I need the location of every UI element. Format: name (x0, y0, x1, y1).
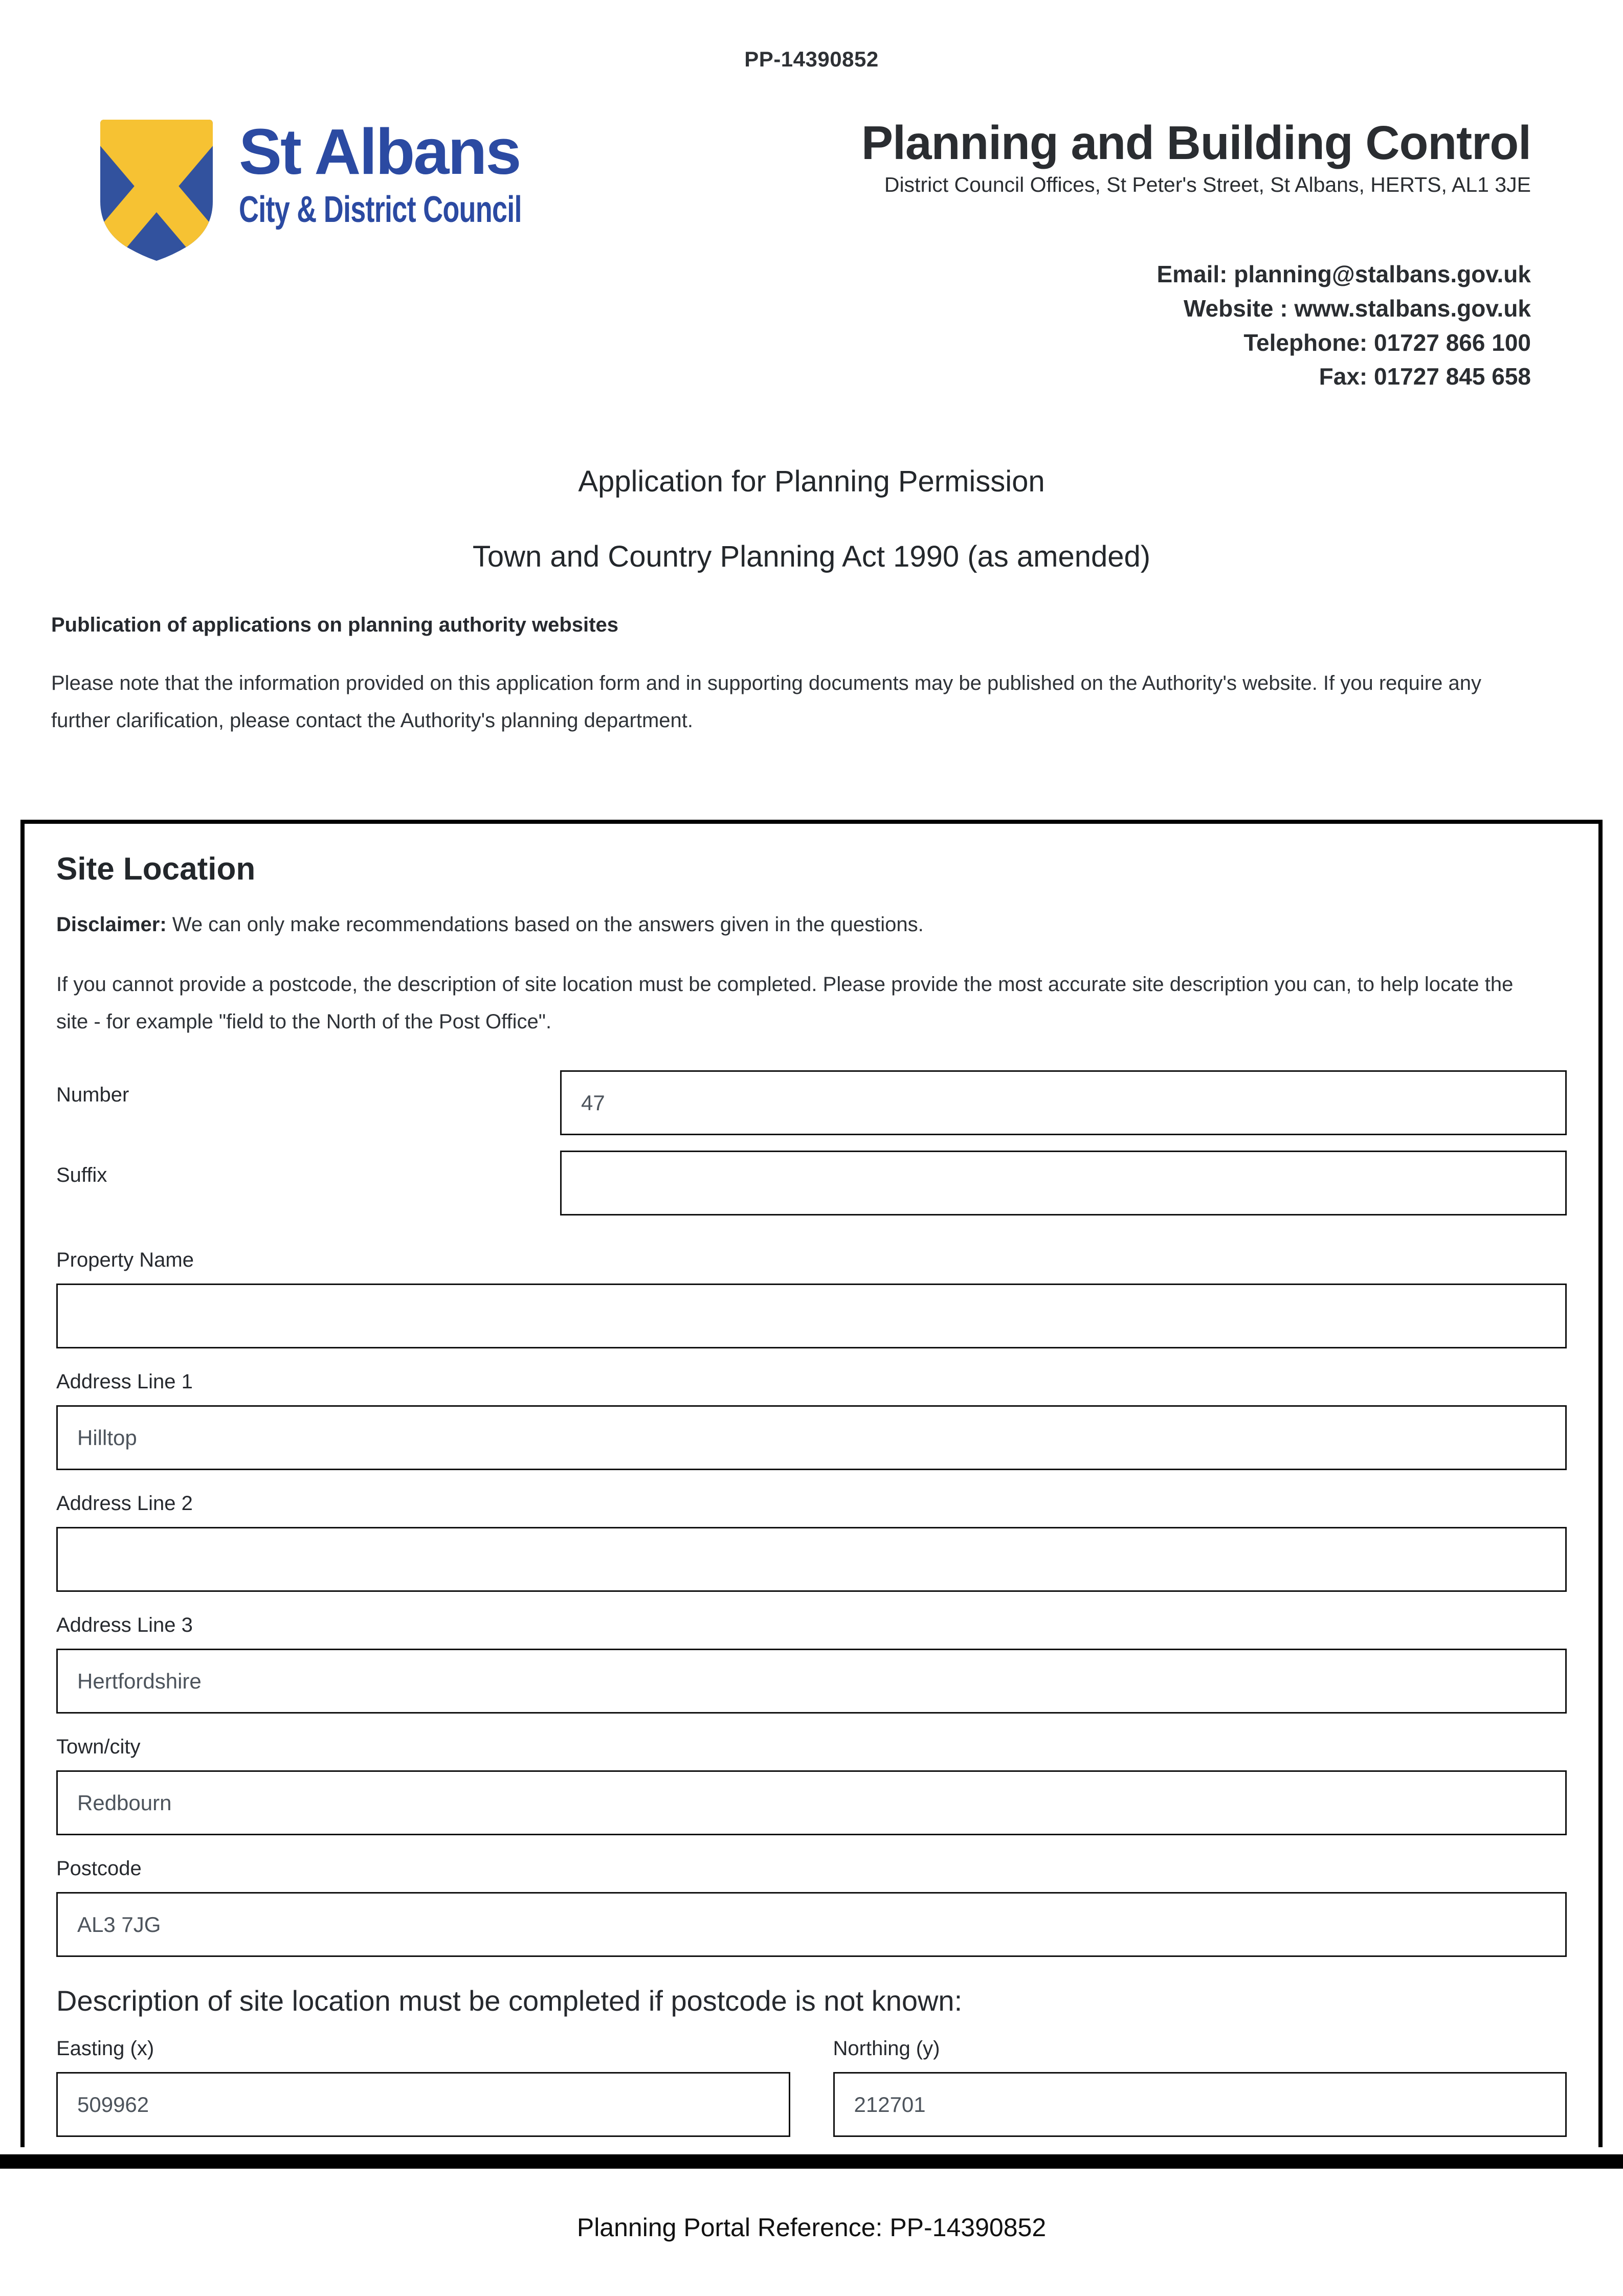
site-location-heading: Site Location (56, 851, 256, 887)
address-line-1-field (56, 1370, 1567, 1470)
northing-input[interactable] (833, 2072, 1567, 2137)
council-name: St Albans (239, 116, 520, 188)
coordinates-row (56, 2037, 1567, 2137)
council-logo (97, 117, 616, 264)
st-albans-crest-icon (97, 117, 216, 264)
publication-body: Please note that the information provided on this application form and in supporting documents may be published on the Authority's website. If you require any further clarification, please contact the Authority's planning department. (51, 672, 1481, 732)
property-name-field (56, 1248, 1567, 1348)
address-line-2-field (56, 1492, 1567, 1592)
site-description-heading: Description of site location must be completed if postcode is not known: (56, 1985, 963, 2017)
contact-website: Website : www.stalbans.gov.uk (1183, 295, 1531, 322)
postcode-input[interactable] (56, 1892, 1567, 1957)
council-subtitle: City & District Council (239, 189, 522, 230)
department-block (861, 117, 1531, 394)
act-subtitle: Town and Country Planning Act 1990 (as amended) (472, 540, 1151, 574)
address-line-3-label: Address Line 3 (56, 1614, 193, 1637)
easting-field (56, 2037, 790, 2137)
town-city-label: Town/city (56, 1736, 141, 1759)
postcode-field (56, 1857, 1567, 1957)
address-line-1-input[interactable] (56, 1405, 1567, 1470)
town-city-field (56, 1735, 1567, 1835)
disclaimer-text (56, 910, 1567, 939)
page-break-divider (0, 2154, 1623, 2169)
site-location-section (20, 820, 1603, 2147)
number-label: Number (56, 1084, 129, 1107)
address-line-1-label: Address Line 1 (56, 1370, 193, 1393)
town-city-input[interactable] (56, 1770, 1567, 1835)
northing-label: Northing (y) (833, 2037, 940, 2060)
suffix-label: Suffix (56, 1164, 107, 1187)
disclaimer-body: We can only make recommendations based on the answers given in the questions. (166, 913, 924, 936)
easting-input[interactable] (56, 2072, 790, 2137)
contact-telephone: Telephone: 01727 866 100 (1243, 329, 1531, 356)
suffix-field-row (56, 1151, 1567, 1215)
department-title: Planning and Building Control (861, 116, 1531, 169)
application-title: Application for Planning Permission (578, 465, 1045, 499)
address-line-3-input[interactable] (56, 1649, 1567, 1714)
suffix-input[interactable] (560, 1151, 1567, 1215)
postcode-label: Postcode (56, 1857, 142, 1880)
disclaimer-label: Disclaimer: (56, 913, 167, 936)
property-name-input[interactable] (56, 1284, 1567, 1348)
planning-portal-reference-footer: Planning Portal Reference: PP-14390852 (576, 2213, 1047, 2242)
contact-fax: Fax: 01727 845 658 (1319, 363, 1531, 390)
address-line-2-label: Address Line 2 (56, 1492, 193, 1515)
easting-label: Easting (x) (56, 2037, 154, 2060)
property-name-label: Property Name (56, 1249, 194, 1272)
northing-field (833, 2037, 1567, 2137)
address-line-3-field (56, 1613, 1567, 1714)
address-line-2-input[interactable] (56, 1527, 1567, 1592)
publication-heading: Publication of applications on planning authority websites (51, 614, 618, 637)
page-header (0, 117, 1623, 394)
number-input[interactable] (560, 1070, 1567, 1135)
contact-email: Email: planning@stalbans.gov.uk (1157, 261, 1531, 288)
department-address: District Council Offices, St Peter's Street, St Albans, HERTS, AL1 3JE (884, 173, 1531, 197)
pp-reference-header: PP-14390852 (744, 47, 879, 71)
council-logo-text (239, 117, 616, 228)
number-field-row (56, 1070, 1567, 1135)
contact-block (861, 257, 1531, 394)
site-location-instructions: If you cannot provide a postcode, the description of site location must be completed. Please provide the most accurate site description you can, to help locate the site - for example "field to the North of the Post Office". (56, 973, 1514, 1033)
